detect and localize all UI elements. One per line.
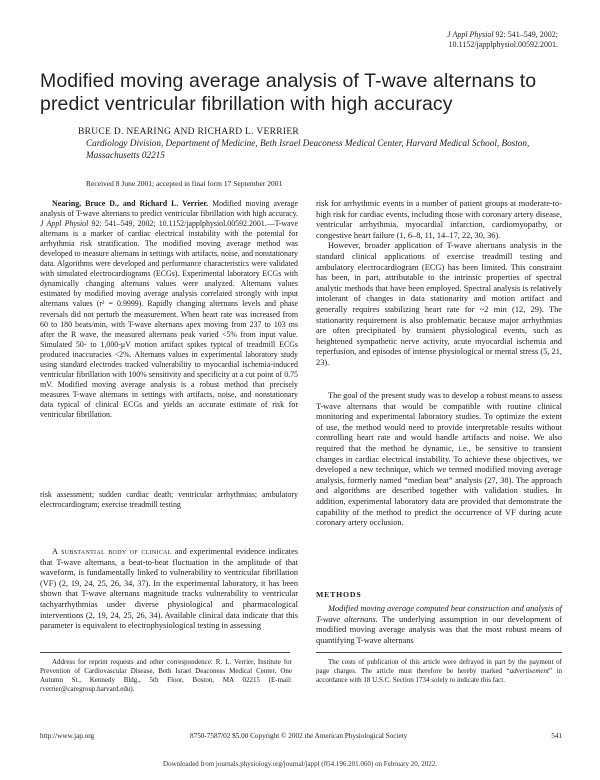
costs-text-post: ” in accordance with 18 U.S.C. Section 1734 solely to indicate this fact.: [316, 667, 562, 684]
journal-abbrev: J Appl Physiol: [447, 30, 494, 39]
citation: 92: 541–549, 2002;: [495, 30, 558, 39]
abstract-journal: J Appl Physiol: [40, 219, 89, 229]
costs-text-em: advertisement: [509, 667, 549, 675]
abstract-cite: 92: 541–549, 2002; 10.1152/japplphysiol.00592.2001.—: [91, 219, 275, 229]
footnote-divider-left: [40, 652, 290, 653]
right-column-text: [316, 199, 562, 369]
correspondence-text: Address for reprint requests and other correspondence: R. L. Verrier, Institute for Prevention of Cardiovascular Disease, Beth Israel Deaconess Medical Center, One Autumn St., Kennedy Bldg., 5th Floor, Boston, MA 02215 (E-mail: rverrier@caregroup.harvard.edu).: [40, 658, 292, 693]
abstract-lead: Nearing, Bruce D., and Richard L. Verrier.: [52, 199, 209, 208]
article-title: Modified moving average analysis of T-wave alternans to predict ventricular fibrillation with high accuracy: [40, 70, 537, 115]
methods-heading: METHODS: [316, 590, 362, 599]
paragraph-spectral: However, broader application of T-wave alternans analysis in the standard clinical applications of exercise treadmill testing and ambulatory electrocardiogram (ECG) has been limited. This constraint has been, in part, attributable to the intrinsic properties of spectral analytic methods that have been employed. Spectral analysis is relatively intolerant of changes in data stationarity and motion artifact and generally requires stabilizing heart rate for ~2 min (12, 29). The stationarity requirement is also problematic because major arrhythmias are often precipitated by transient physiological events, such as heightened sympathetic nerve activity, acute myocardial ischemia and reperfusion, and episodes of intense physiological or mental stress (5, 21, 23).: [316, 241, 562, 367]
page-footer: [40, 731, 562, 741]
costs-footnote: [316, 658, 562, 685]
right-column-goal: [316, 391, 562, 529]
paragraph-goal: The goal of the present study was to develop a robust means to assess T-wave alternans that would be compatible with routine clinical monitoring and experimental laboratory studies. To optimize the extent of use, the method would need to provide interpretable results without controlling heart rate and would handle artifacts and noise. We also required that the method be dynamic, i.e., be sensitive to transient changes in cardiac electrical instability. To achieve these objectives, we developed a new technique, which we termed modified moving average analysis, formerly named “median beat” analysis (27, 38). The approach and algorithms are described together with validation studies. In addition, experimental laboratory data are provided that demonstrate the capability of the method to predict the occurrence of VF during acute coronary artery occlusion.: [316, 391, 562, 528]
intro-lead: A substantial body of clinical: [52, 547, 172, 556]
journal-reference: [358, 30, 558, 50]
paragraph-continuation: risk for arrhythmic events in a number of patient groups at moderate-to-high risk for cardiac events, including those with coronary artery disease, ventricular arrhythmia, myocardial infarction, cardiomyopathy, or congestive heart failure (1, 6–8, 11, 14–17, 22, 30, 36).: [316, 199, 562, 240]
authors: BRUCE D. NEARING AND RICHARD L. VERRIER: [78, 127, 300, 137]
keywords: risk assessment; sudden cardiac death; ventricular arrhythmias; ambulatory electrocardiogram; exercise treadmill testing: [40, 490, 298, 510]
correspondence-footnote: [40, 658, 292, 694]
affiliation: Cardiology Division, Department of Medicine, Beth Israel Deaconess Medical Center, Harvard Medical School, Boston, Massachusetts 02215: [86, 138, 530, 160]
doi[interactable]: 10.1152/japplphysiol.00592.2001.: [448, 40, 558, 49]
download-notice: Downloaded from journals.physiology.org/journal/jappl (054.196.201.060) on February 20, 2022.: [163, 760, 437, 768]
methods-text: [316, 604, 562, 646]
introduction: [40, 547, 298, 632]
page-number: 541: [551, 732, 562, 740]
abstract: [40, 199, 298, 420]
intro-body: and experimental evidence indicates that T-wave alternans, a beat-to-beat fluctuation in the amplitude of that waveform, is fundamentally linked to vulnerability to ventricular fibrillation (VF) (2, 19, 24, 25, 26, 34, 37). In the experimental laboratory, it has been shown that T-wave alternans magnitude tracks vulnerability to ventricular tachyarrhythmias under diverse physiological and pharmacological interventions (2, 19, 24, 25, 26, 34). Available clinical data indicate that this parameter is equivalent to electrophysiological testing in assessing: [40, 547, 298, 631]
received-dates: Received 8 June 2001; accepted in final form 17 September 2001: [86, 179, 283, 188]
abstract-title-ref: Modified moving average analysis of T-wave alternans to predict ventricular fibrillation with high accuracy.: [40, 199, 298, 219]
abstract-body: T-wave alternans is a marker of cardiac electrical instability with the potential for arrhythmia risk stratification. The modified moving average method was developed to measure alternans in settings with artifacts, noise, and nonstationary data. Algorithms were developed and performance characteristics were validated with simulated electrocardiograms (ECGs). Experimental laboratory ECGs with dynamically changing alternans values were analyzed. Alternans values estimated by modified moving average analysis correlated strongly with input alternans values (r² = 0.9999). Rapidly changing alternans levels and phase reversals did not perturb the measurement. When heart rate was increased from 60 to 180 beats/min, with T-wave alternans apex moving from 237 to 103 ms after the R wave, the measured alternans peak varied <5% from input value. Simulated 50- to 1,000-μV motion artifact spikes typical of treadmill ECGs produced inaccuracies <2%. Alternans values in experimental laboratory study using standard electrodes tracked vulnerability to myocardial ischemia-induced ventricular fibrillation with 100% sensitivity and specificity at a cut point of 0.75 mV. Modified moving average analysis is a robust method that precisely measures T-wave alternans in settings with artifacts, noise, and nonstationary data typical of clinical ECGs and yields an accurate estimate of risk for ventricular fibrillation.: [40, 219, 298, 419]
footnote-divider-right: [316, 652, 562, 653]
costs-text-pre: The costs of publication of this article were defrayed in part by the payment of page charges. The article must therefore be hereby marked “: [316, 658, 562, 675]
journal-url[interactable]: http://www.jap.org: [40, 732, 95, 740]
methods-body: The underlying assumption in our development of modified moving average analysis was that the most robust means of quantifying T-wave alternans: [316, 614, 562, 645]
copyright: 8750-7587/02 $5.00 Copyright © 2002 the American Physiological Society: [190, 732, 408, 740]
methods-subhead: Modified moving average computed beat construction and analysis of T-wave alternans.: [316, 604, 562, 624]
